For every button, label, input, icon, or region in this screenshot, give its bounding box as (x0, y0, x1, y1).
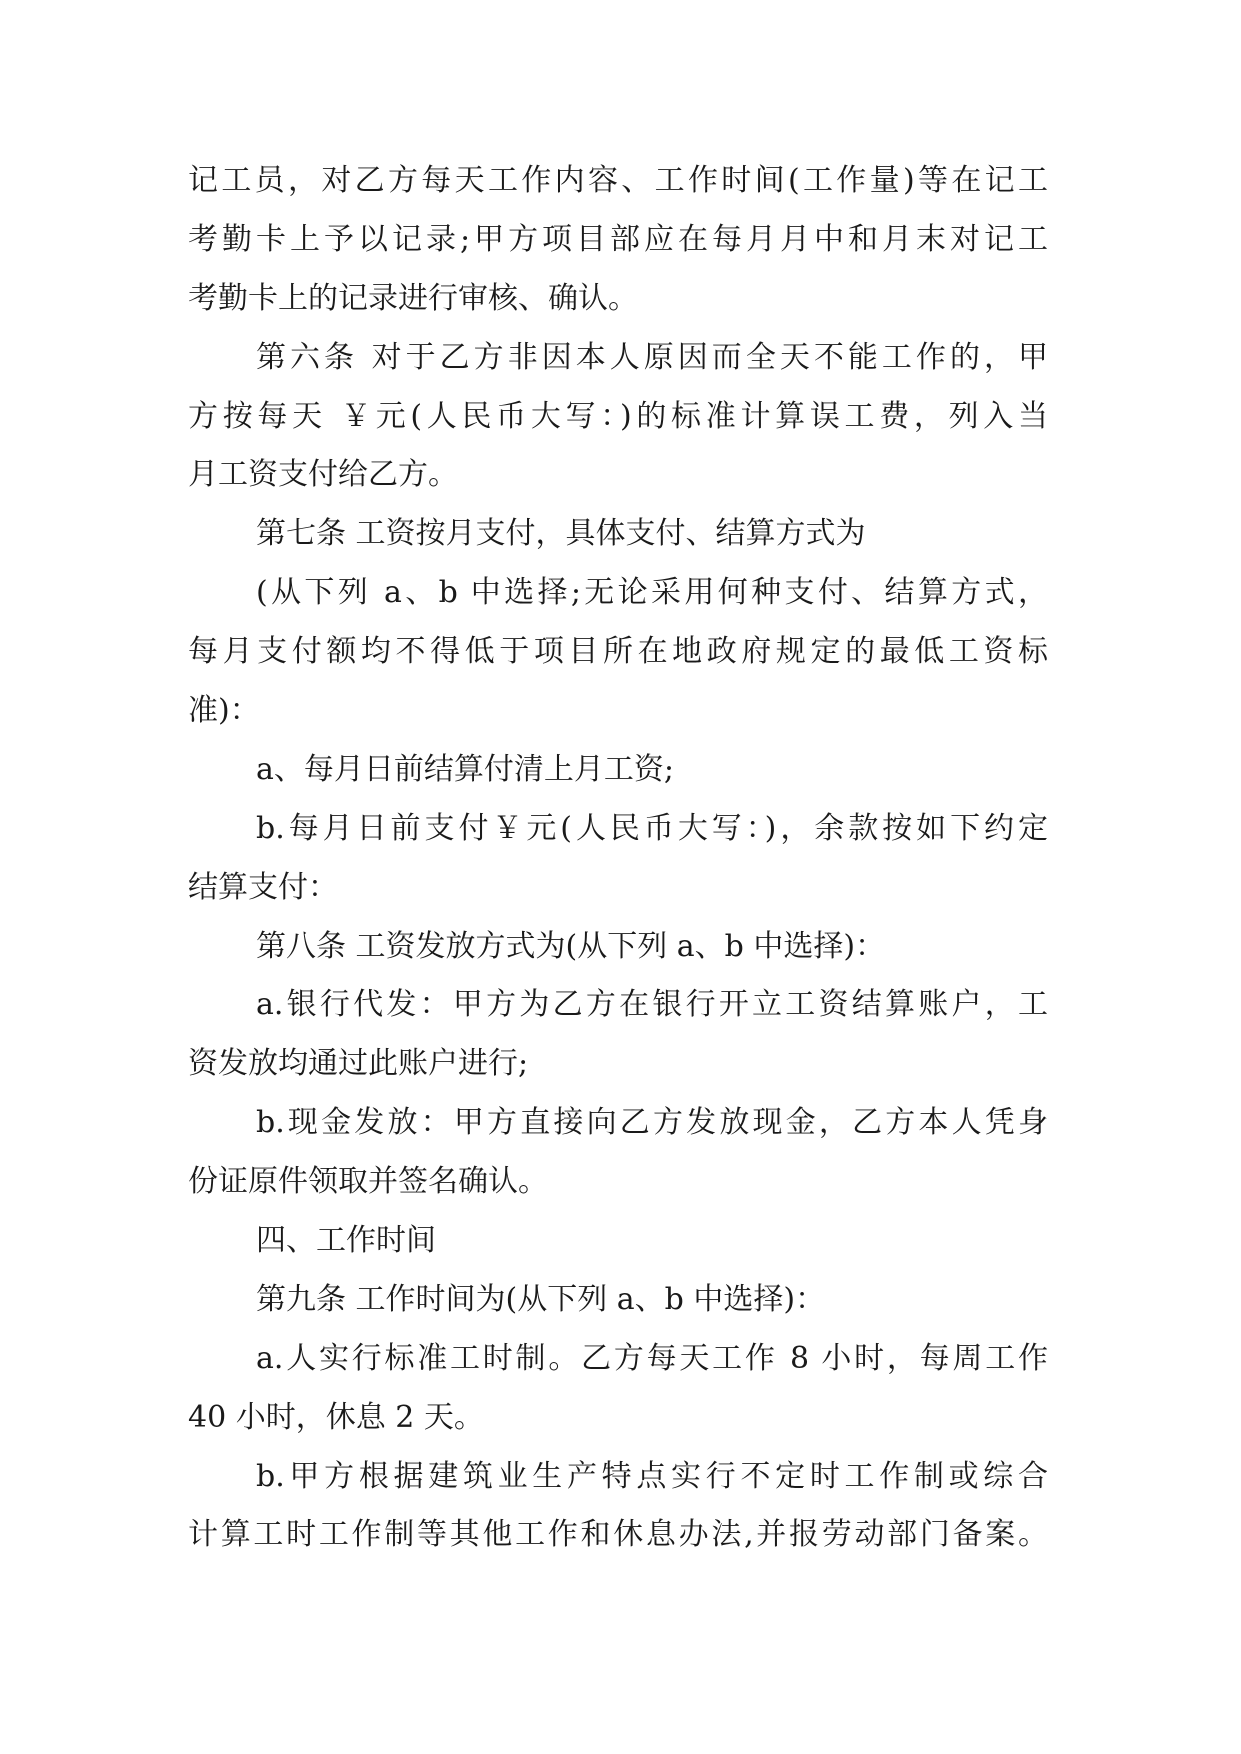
text-line: 第六条 对于乙方非因本人原因而全天不能工作的，甲 (256, 339, 1048, 375)
text-line: (从下列 a、b 中选择;无论采用何种支付、结算方式， (256, 575, 1048, 611)
text-line: 准)： (188, 693, 260, 729)
text-line: 记工员，对乙方每天工作内容、工作时间(工作量)等在记工 (188, 163, 1048, 198)
text-line: a、每月日前结算付清上月工资; (256, 751, 674, 787)
text-line: 考勤卡上予以记录;甲方项目部应在每月月中和月末对记工 (188, 221, 1048, 257)
text-line: 月工资支付给乙方。 (188, 457, 458, 493)
section-heading: 四、工作时间 (256, 1223, 436, 1259)
text-line: 第八条 工资发放方式为(从下列 a、b 中选择)： (256, 928, 886, 964)
text-line: 计算工时工作制等其他工作和休息办法,并报劳动部门备案。 (188, 1517, 1048, 1553)
text-line: b.现金发放：甲方直接向乙方发放现金，乙方本人凭身 (256, 1105, 1048, 1141)
text-line: 第九条 工作时间为(从下列 a、b 中选择)： (256, 1281, 826, 1317)
text-line: a.人实行标准工时制。乙方每天工作 8 小时，每周工作 (256, 1340, 1048, 1376)
text-line: a.银行代发：甲方为乙方在银行开立工资结算账户，工 (256, 987, 1048, 1023)
text-line: 40 小时，休息 2 天。 (188, 1399, 484, 1435)
text-line: 第七条 工资按月支付，具体支付、结算方式为 (256, 516, 866, 552)
document-body (188, 152, 1048, 1565)
text-line: b.甲方根据建筑业生产特点实行不定时工作制或综合 (256, 1458, 1048, 1494)
text-line: 份证原件领取并签名确认。 (188, 1164, 548, 1200)
text-line: 结算支付： (188, 869, 338, 905)
text-line: 考勤卡上的记录进行审核、确认。 (188, 280, 638, 316)
text-line: b.每月日前支付￥元(人民币大写：)，余款按如下约定 (256, 810, 1048, 846)
text-line: 每月支付额均不得低于项目所在地政府规定的最低工资标 (188, 634, 1048, 670)
text-line: 方按每天 ￥元(人民币大写：)的标准计算误工费，列入当 (188, 398, 1048, 434)
text-line: 资发放均通过此账户进行; (188, 1046, 529, 1082)
